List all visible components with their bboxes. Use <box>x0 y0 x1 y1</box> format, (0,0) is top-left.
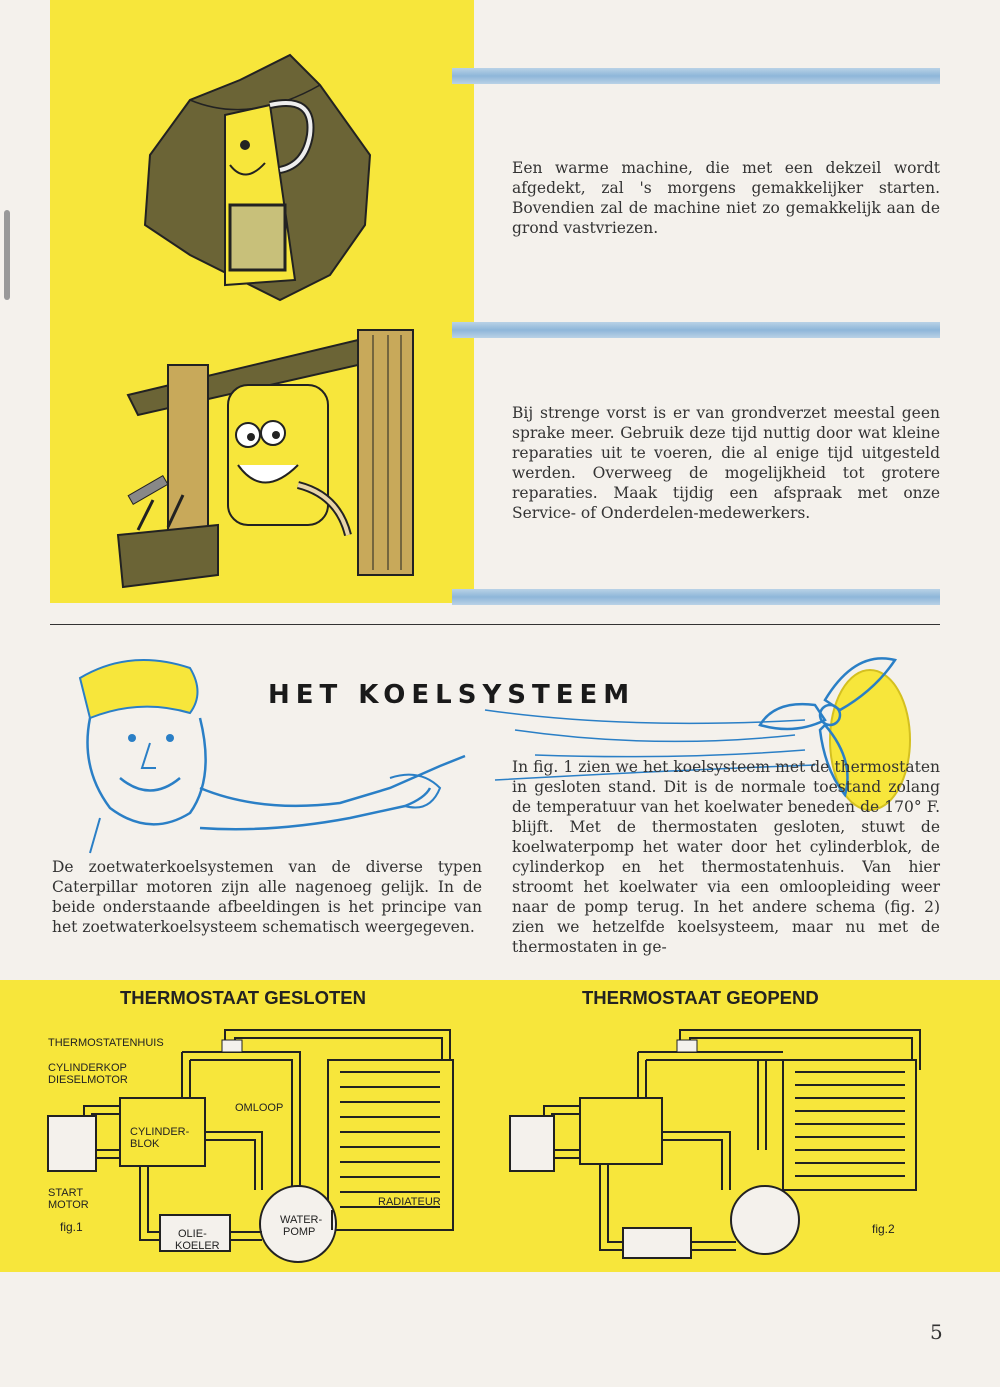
label-oliekoeler-2: KOELER <box>175 1240 220 1252</box>
label-cylinderblok-2: BLOK <box>130 1138 160 1150</box>
fig2-cooling-schematic <box>500 1010 980 1270</box>
label-cylinderkop: CYLINDERKOP <box>48 1062 127 1074</box>
shed-repair-illustration <box>108 325 428 595</box>
staple-top <box>4 210 10 300</box>
section-rule <box>50 624 940 625</box>
fig2-label: fig.2 <box>872 1222 895 1236</box>
fig2-title: THERMOSTAAT GEOPEND <box>582 987 819 1008</box>
pointing-man-illustration <box>60 638 480 858</box>
divider-bar-1 <box>452 68 940 84</box>
tarp-paragraph: Een warme machine, die met een dekzeil wordt afgedekt, zal 's morgens gemakkelijker starten. Bovendien zal de machine niet zo gemakkelijk aan de grond vastvriezen. <box>512 159 940 237</box>
page-number: 5 <box>930 1320 943 1344</box>
label-cylinderblok-1: CYLINDER- <box>130 1126 190 1138</box>
fig1-label: fig.1 <box>60 1220 83 1234</box>
divider-bar-3 <box>452 589 940 605</box>
label-start: START <box>48 1187 84 1199</box>
label-waterpomp-1: WATER- <box>280 1214 323 1226</box>
label-motor: MOTOR <box>48 1199 89 1211</box>
tarp-machine-illustration <box>130 45 380 305</box>
label-radiateur: RADIATEUR <box>378 1196 441 1208</box>
cooling-intro-paragraph: De zoetwaterkoelsystemen van de diverse typen Caterpillar motoren zijn alle nagenoeg gelijk. In de beide onderstaande afbeeldingen is het principe van het zoetwaterkoelsysteem schematisch weergegeven. <box>52 858 482 936</box>
cooling-explanation-paragraph: In fig. 1 zien we het koelsysteem met de thermostaten in gesloten stand. Dit is de normale toestand zolang de temperatuur van het koelwater beneden de 170° F. blijft. Met de thermostaten gesloten, stuwt de koelwaterpomp het water door het cylinderblok, de cylinderkop en het thermostatenhuis. Van hier stroomt het koelwater via een omloopleiding weer naar de pomp terug. In het andere schema (fig. 2) zien we hetzelfde koelsysteem, maar nu met de thermostaten in ge- <box>512 758 940 956</box>
label-waterpomp-2: POMP <box>283 1226 316 1238</box>
section-title: HET KOELSYSTEEM <box>268 680 636 710</box>
fig1-title: THERMOSTAAT GESLOTEN <box>120 987 366 1008</box>
label-oliekoeler-1: OLIE- <box>178 1228 207 1240</box>
label-dieselmotor: DIESELMOTOR <box>48 1074 128 1086</box>
divider-bar-2 <box>452 322 940 338</box>
label-omloop: OMLOOP <box>235 1102 284 1114</box>
label-thermostatenhuis: THERMOSTATENHUIS <box>48 1037 164 1049</box>
frost-paragraph: Bij strenge vorst is er van grondverzet meestal geen sprake meer. Gebruik deze tijd nuttig door wat kleine reparaties uit te voeren, die al enige tijd uitgesteld werden. Overweeg de mogelijkheid tot grotere reparaties. Maak tijdig een afspraak met onze Service- of Onderdelen-medewerkers. <box>512 404 940 522</box>
